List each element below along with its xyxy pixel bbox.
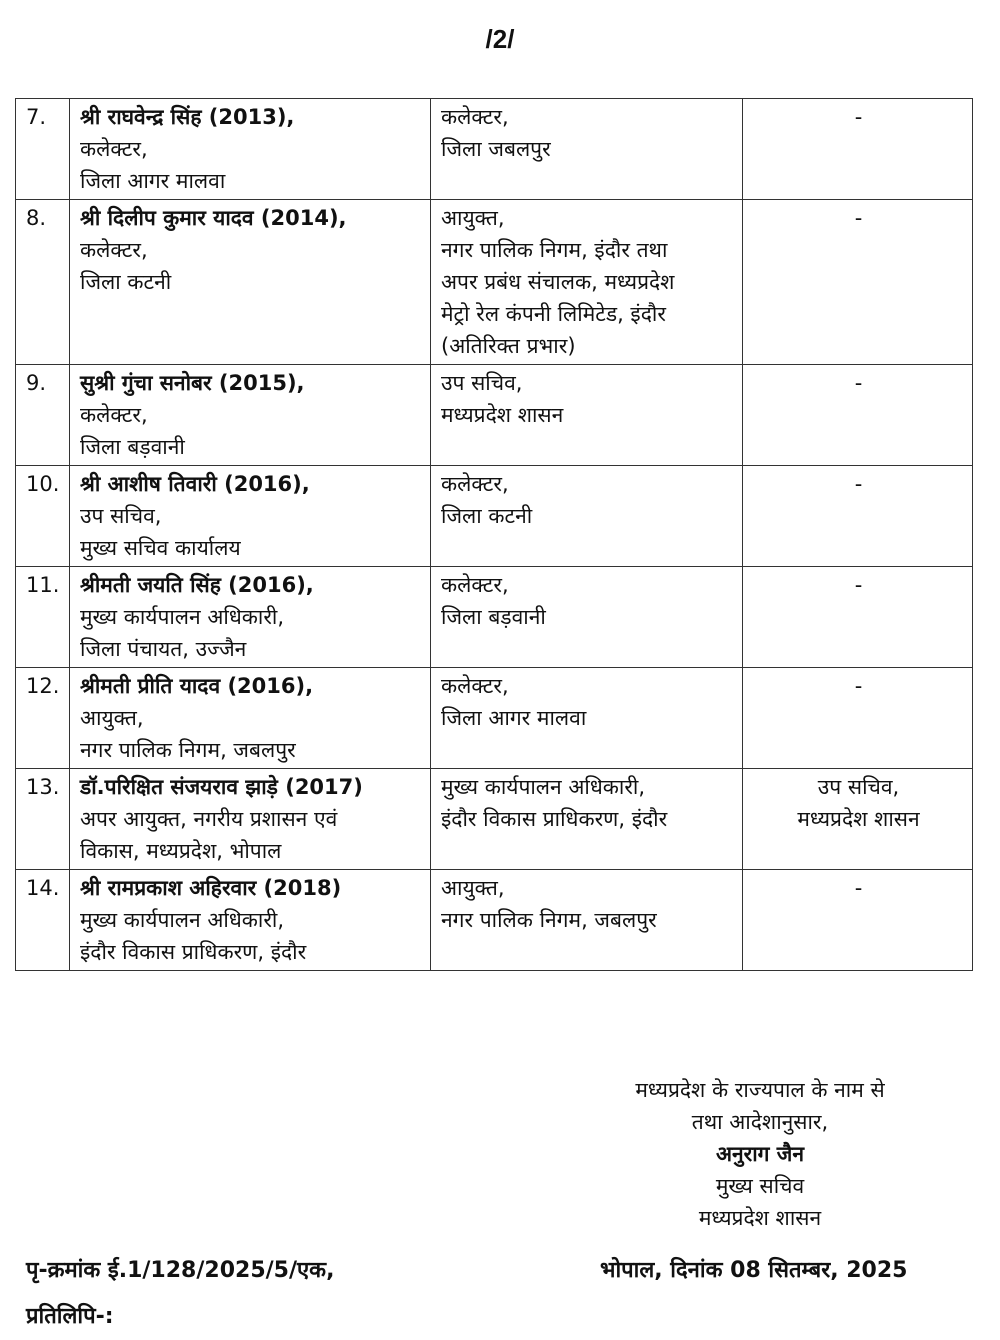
serial-number: 8. <box>16 200 70 365</box>
current-posting-line: आयुक्त, <box>80 706 144 730</box>
page-number: /2/ <box>485 24 515 54</box>
new-posting-cell <box>431 870 743 971</box>
table-row <box>16 668 973 769</box>
current-posting-line: मुख्य कार्यपालन अधिकारी, <box>80 908 285 932</box>
new-posting-line: जिला जबलपुर <box>441 137 551 161</box>
new-posting-line: नगर पालिक निगम, इंदौर तथा <box>441 238 668 262</box>
new-posting-cell <box>431 365 743 466</box>
new-posting-line: जिला बड़वानी <box>441 605 546 629</box>
additional-charge-cell <box>743 200 973 365</box>
signatory-department: मध्यप्रदेश शासन <box>698 1206 822 1230</box>
new-posting-line: कलेक्टर, <box>441 105 509 129</box>
serial-number: 7. <box>16 99 70 200</box>
new-posting-line: मुख्य कार्यपालन अधिकारी, <box>441 775 646 799</box>
new-posting-line: अपर प्रबंध संचालक, मध्यप्रदेश <box>441 270 675 294</box>
serial-number: 14. <box>16 870 70 971</box>
additional-charge-cell <box>743 365 973 466</box>
new-posting-line: उप सचिव, <box>441 371 523 395</box>
serial-number: 9. <box>16 365 70 466</box>
serial-number: 13. <box>16 769 70 870</box>
signatory-name: अनुराग जैन <box>715 1142 805 1166</box>
officer-name: श्रीमती प्रीति यादव (2016), <box>80 674 314 698</box>
current-posting-line: अपर आयुक्त, नगरीय प्रशासन एवं <box>80 807 338 831</box>
new-posting-cell <box>431 769 743 870</box>
table-row <box>16 365 973 466</box>
serial-number: 11. <box>16 567 70 668</box>
additional-charge-cell <box>743 870 973 971</box>
reference-number: पृ-क्रमांक ई.1/128/2025/5/एक, <box>26 1258 335 1283</box>
officer-cell <box>70 365 431 466</box>
signature-order-line: तथा आदेशानुसार, <box>691 1110 829 1134</box>
additional-charge-line: मध्यप्रदेश शासन <box>797 807 920 831</box>
new-posting-line: कलेक्टर, <box>441 573 509 597</box>
current-posting-line: नगर पालिक निगम, जबलपुर <box>80 738 296 762</box>
current-posting-line: मुख्य कार्यपालन अधिकारी, <box>80 605 285 629</box>
new-posting-cell <box>431 466 743 567</box>
additional-charge-line: - <box>854 876 863 900</box>
new-posting-line: आयुक्त, <box>441 876 505 900</box>
officer-name: श्री रामप्रकाश अहिरवार (2018) <box>80 876 342 900</box>
current-posting-line: कलेक्टर, <box>80 238 148 262</box>
new-posting-cell <box>431 200 743 365</box>
current-posting-line: इंदौर विकास प्राधिकरण, इंदौर <box>80 940 307 964</box>
current-posting-line: कलेक्टर, <box>80 137 148 161</box>
table-row <box>16 200 973 365</box>
additional-charge-line: - <box>854 674 863 698</box>
current-posting-line: उप सचिव, <box>80 504 162 528</box>
officer-cell <box>70 466 431 567</box>
current-posting-line: जिला आगर मालवा <box>80 169 226 193</box>
transfer-table <box>15 98 973 971</box>
current-posting-line: कलेक्टर, <box>80 403 148 427</box>
additional-charge-cell <box>743 769 973 870</box>
additional-charge-line: - <box>854 371 863 395</box>
officer-name: सुश्री गुंचा सनोबर (2015), <box>80 371 305 395</box>
new-posting-cell <box>431 668 743 769</box>
new-posting-cell <box>431 567 743 668</box>
new-posting-line: मेट्रो रेल कंपनी लिमिटेड, इंदौर <box>441 302 666 326</box>
additional-charge-line: - <box>854 472 863 496</box>
transfer-table-body <box>16 99 973 971</box>
serial-number: 10. <box>16 466 70 567</box>
new-posting-line: इंदौर विकास प्राधिकरण, इंदौर <box>441 807 668 831</box>
current-posting-line: जिला कटनी <box>80 270 172 294</box>
serial-number: 12. <box>16 668 70 769</box>
additional-charge-line: - <box>854 105 863 129</box>
signature-authority-line: मध्यप्रदेश के राज्यपाल के नाम से <box>635 1078 885 1102</box>
new-posting-line: (अतिरिक्त प्रभार) <box>441 334 576 358</box>
new-posting-line: कलेक्टर, <box>441 674 509 698</box>
table-row <box>16 567 973 668</box>
current-posting-line: जिला पंचायत, उज्जैन <box>80 637 247 661</box>
officer-name: श्रीमती जयति सिंह (2016), <box>80 573 314 597</box>
officer-name: डॉ.परिक्षित संजयराव झाड़े (2017) <box>80 775 363 799</box>
current-posting-line: विकास, मध्यप्रदेश, भोपाल <box>80 839 282 863</box>
new-posting-line: जिला कटनी <box>441 504 533 528</box>
additional-charge-line: उप सचिव, <box>817 775 900 799</box>
officer-name: श्री राघवेन्द्र सिंह (2013), <box>80 105 295 129</box>
signatory-designation: मुख्य सचिव <box>715 1174 805 1198</box>
table-row <box>16 769 973 870</box>
new-posting-line: आयुक्त, <box>441 206 505 230</box>
signature-block <box>540 1074 980 1234</box>
additional-charge-line: - <box>854 206 863 230</box>
additional-charge-cell <box>743 466 973 567</box>
new-posting-line: मध्यप्रदेश शासन <box>441 403 564 427</box>
new-posting-line: जिला आगर मालवा <box>441 706 587 730</box>
table-row <box>16 99 973 200</box>
officer-cell <box>70 99 431 200</box>
officer-name: श्री आशीष तिवारी (2016), <box>80 472 310 496</box>
additional-charge-line: - <box>854 573 863 597</box>
additional-charge-cell <box>743 668 973 769</box>
officer-cell <box>70 769 431 870</box>
officer-cell <box>70 567 431 668</box>
table-row <box>16 466 973 567</box>
additional-charge-cell <box>743 567 973 668</box>
current-posting-line: मुख्य सचिव कार्यालय <box>80 536 241 560</box>
officer-name: श्री दिलीप कुमार यादव (2014), <box>80 206 347 230</box>
officer-cell <box>70 200 431 365</box>
table-row <box>16 870 973 971</box>
officer-cell <box>70 668 431 769</box>
additional-charge-cell <box>743 99 973 200</box>
new-posting-line: कलेक्टर, <box>441 472 509 496</box>
place-date: भोपाल, दिनांक 08 सितम्बर, 2025 <box>600 1258 908 1283</box>
new-posting-cell <box>431 99 743 200</box>
copy-label: प्रतिलिपि-: <box>26 1304 114 1329</box>
current-posting-line: जिला बड़वानी <box>80 435 185 459</box>
officer-cell <box>70 870 431 971</box>
new-posting-line: नगर पालिक निगम, जबलपुर <box>441 908 657 932</box>
